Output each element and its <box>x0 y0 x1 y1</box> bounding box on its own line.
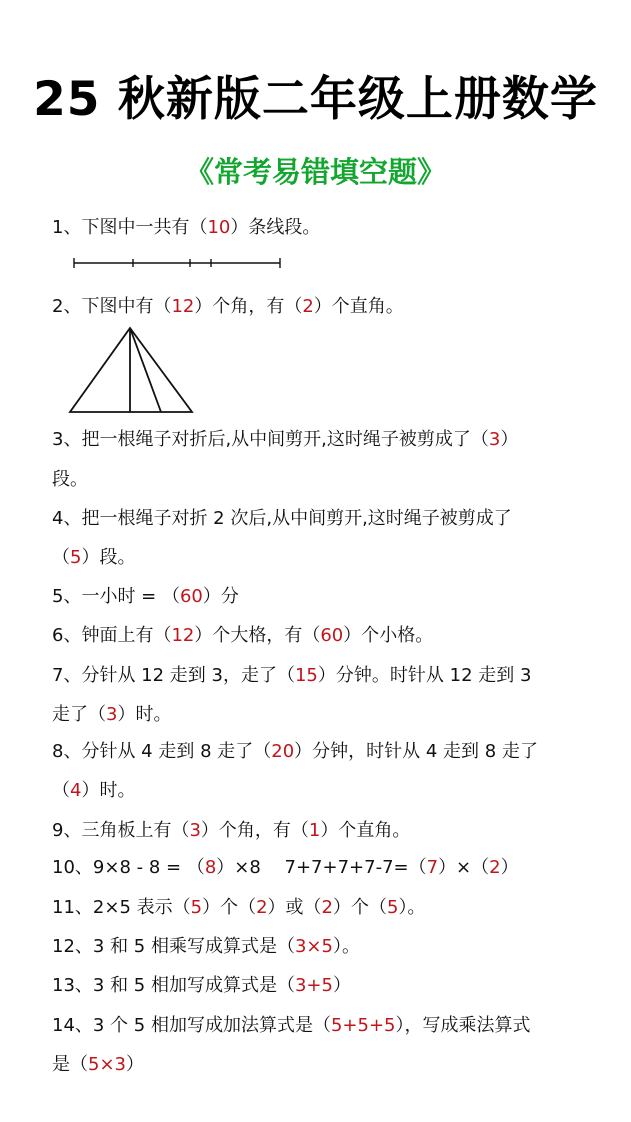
answer: 5 <box>386 897 399 918</box>
answer: 3 <box>189 820 201 841</box>
question-text: ） <box>500 857 519 878</box>
answer: 2 <box>302 296 314 317</box>
answer: 3 <box>488 429 501 450</box>
question-text: 5、一小时 = （ <box>52 586 180 607</box>
question-text: ） <box>332 975 351 996</box>
answer: 3 <box>106 704 118 725</box>
answer: 60 <box>320 625 344 646</box>
line-segment-figure <box>70 255 285 271</box>
question-line-q4a <box>52 510 512 528</box>
question-line-q12 <box>52 938 360 956</box>
question-text: 2、下图中有（ <box>52 296 172 317</box>
question-line-q9 <box>52 822 410 840</box>
question-line-q13 <box>52 977 351 995</box>
question-text: ）。 <box>398 897 426 918</box>
question-text: ）个（ <box>202 897 257 918</box>
answer: 15 <box>294 665 318 686</box>
question-line-q10 <box>52 859 519 877</box>
question-text: 是（ <box>52 1054 88 1075</box>
answer: 12 <box>171 296 195 317</box>
answer: 2 <box>489 857 501 878</box>
question-line-q3b <box>52 471 88 489</box>
question-line-q5 <box>52 588 239 606</box>
answer: 2 <box>321 897 333 918</box>
answer: 5 <box>190 897 203 918</box>
question-text: ），写成乘法算式 <box>395 1015 531 1036</box>
question-text: 3、把一根绳子对折后,从中间剪开,这时绳子被剪成了（ <box>52 429 489 450</box>
question-text: （ <box>52 547 70 568</box>
question-text: 段。 <box>52 469 88 490</box>
question-text: 6、钟面上有（ <box>52 625 172 646</box>
question-line-q11 <box>52 899 425 917</box>
question-text: ）时。 <box>117 704 172 725</box>
question-text: ）×（ <box>438 857 490 878</box>
question-text: 7、分针从 12 走到 3，走了（ <box>52 665 295 686</box>
answer: 4 <box>70 780 82 801</box>
question-text: ）。 <box>332 936 360 957</box>
question-line-q7a <box>52 667 531 685</box>
question-line-q7b <box>52 706 171 724</box>
question-line-q14a <box>52 1017 531 1035</box>
question-text: ）个（ <box>332 897 387 918</box>
answer: 8 <box>204 857 217 878</box>
question-text: ）个大格，有（ <box>194 625 321 646</box>
question-text: ）条线段。 <box>230 217 321 238</box>
triangle-figure <box>62 322 202 417</box>
answer: 3×5 <box>294 936 333 957</box>
question-line-q14b <box>52 1056 144 1074</box>
question-text: ）或（ <box>267 897 322 918</box>
answer: 5×3 <box>88 1054 126 1075</box>
question-text: ）个直角。 <box>320 820 411 841</box>
question-text: ）个小格。 <box>343 625 434 646</box>
answer: 12 <box>171 625 195 646</box>
answer: 3+5 <box>294 975 333 996</box>
question-line-q8a <box>52 743 538 761</box>
answer: 10 <box>207 217 231 238</box>
question-text: ） <box>126 1054 144 1075</box>
question-text: ）分钟，时针从 4 走到 8 走了 <box>294 741 538 762</box>
question-text: 11、2×5 表示（ <box>52 897 191 918</box>
question-line-q1 <box>52 219 320 237</box>
question-text: ）个角，有（ <box>194 296 303 317</box>
question-text: 9、三角板上有（ <box>52 820 190 841</box>
question-text: 走了（ <box>52 704 106 725</box>
question-text: 10、9×8 - 8 = （ <box>52 857 205 878</box>
question-text: 8、分针从 4 走到 8 走了（ <box>52 741 272 762</box>
question-text: 1、下图中一共有（ <box>52 217 208 238</box>
question-text: ）段。 <box>81 547 136 568</box>
question-text: 13、3 和 5 相加写成算式是（ <box>52 975 295 996</box>
question-line-q3a <box>52 431 518 449</box>
question-text: 14、3 个 5 相加写成加法算式是（ <box>52 1015 331 1036</box>
question-text: ）时。 <box>81 780 136 801</box>
question-text: 12、3 和 5 相乘写成算式是（ <box>52 936 295 957</box>
question-line-q6 <box>52 627 433 645</box>
answer: 60 <box>179 586 203 607</box>
question-text: （ <box>52 780 70 801</box>
answer: 20 <box>271 741 295 762</box>
question-text: ）个直角。 <box>313 296 404 317</box>
question-text: ）×8 7+7+7+7-7=（ <box>216 857 427 878</box>
answer: 5+5+5 <box>330 1015 396 1036</box>
question-line-q2 <box>52 298 404 316</box>
answer: 2 <box>256 897 268 918</box>
page-subtitle: 《常考易错填空题》 <box>184 155 446 189</box>
answer: 1 <box>308 820 321 841</box>
question-text: 4、把一根绳子对折 2 次后,从中间剪开,这时绳子被剪成了 <box>52 508 512 529</box>
question-text: ）个角，有（ <box>200 820 309 841</box>
question-text: ）分钟。时针从 12 走到 3 <box>317 665 532 686</box>
question-line-q4b <box>52 549 135 567</box>
question-text: ） <box>500 429 519 450</box>
answer: 7 <box>426 857 439 878</box>
question-line-q8b <box>52 782 135 800</box>
answer: 5 <box>70 547 82 568</box>
question-text: ）分 <box>202 586 239 607</box>
page-title: 25 秋新版二年级上册数学 <box>33 72 598 127</box>
